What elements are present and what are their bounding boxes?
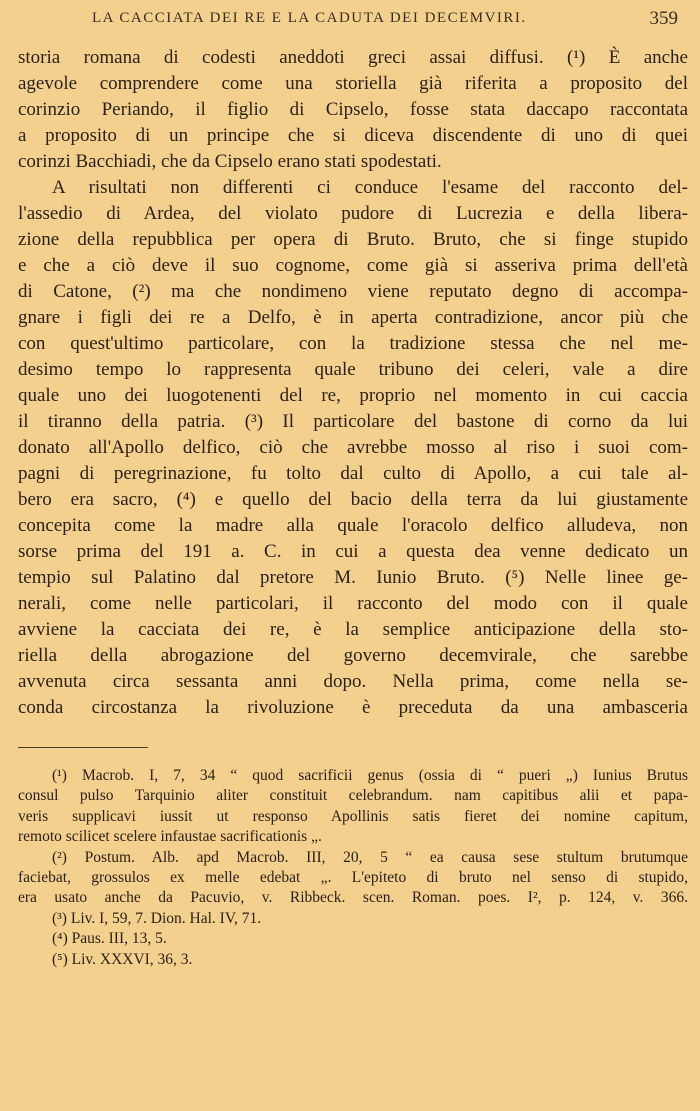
footnote-line: era usato anche da Pacuvio, v. Ribbeck. scen. Roman. poes. I², p. 124, v. 366.	[18, 889, 688, 907]
text-line: pagni di peregrinazione, fu tolto dal culto di Apollo, a cui tale al-	[18, 463, 688, 484]
text-line: agevole comprendere come una storiella già riferita a proposito del	[18, 73, 688, 94]
text-line: corinzio Periando, il figlio di Cipselo, fosse stata daccapo raccontata	[18, 99, 688, 120]
text-line: avviene la cacciata dei re, è la semplice anticipazione della sto-	[18, 619, 688, 640]
text-line: il tiranno della patria. (³) Il particolare del bastone di corno da lui	[18, 411, 688, 432]
page-header	[18, 8, 678, 30]
text-line: tempio sul Palatino dal pretore M. Iunio Bruto. (⁵) Nelle linee ge-	[18, 567, 688, 588]
text-line: nerali, come nelle particolari, il racconto del modo con il quale	[18, 593, 688, 614]
text-line: quale uno dei luogotenenti del re, proprio nel momento in cui caccia	[18, 385, 688, 406]
text-line: donato all'Apollo delfico, ciò che avrebbe mosso al riso i suoi com-	[18, 437, 688, 458]
text-line: conda circostanza la rivoluzione è preceduta da una ambasceria	[18, 697, 688, 718]
footnote-line: consul pulso Tarquinio aliter constituit celebrandum. nam capitibus alii et papa-	[18, 787, 688, 805]
text-line: bero era sacro, (⁴) e quello del bacio della terra da lui giustamente	[18, 489, 688, 510]
text-line: zione della repubblica per opera di Bruto. Bruto, che si finge stupido	[18, 229, 688, 250]
footnote-line: (¹) Macrob. I, 7, 34 “ quod sacrificii genus (ossia di “ pueri „) Iunius Brutus	[52, 767, 688, 784]
footnote-divider	[18, 747, 148, 748]
page-number: 359	[649, 8, 678, 29]
text-line: A risultati non differenti ci conduce l'esame del racconto del-	[52, 177, 688, 198]
footnote-line: (²) Postum. Alb. apd Macrob. III, 20, 5 “ ea causa sese stultum brutumque	[52, 848, 688, 866]
running-title: LA CACCIATA DEI RE E LA CADUTA DEI DECEMVIRI.	[92, 10, 527, 26]
main-text	[18, 45, 688, 721]
text-line: desimo tempo lo rappresenta quale tribuno dei celeri, vale a dire	[18, 359, 688, 380]
text-line: concepita come la madre alla quale l'oracolo delfico alludeva, non	[18, 515, 688, 536]
footnote-line: (³) Liv. I, 59, 7. Dion. Hal. IV, 71.	[52, 909, 262, 927]
text-line: e che a ciò deve il suo cognome, come già si asseriva prima dell'età	[18, 255, 688, 276]
text-line: avvenuta circa sessanta anni dopo. Nella prima, come nella se-	[18, 671, 688, 692]
footnote-line: (⁴) Paus. III, 13, 5.	[52, 930, 167, 948]
text-line: a proposito di un principe che si diceva discendente di uno di quei	[18, 125, 688, 146]
footnotes	[18, 766, 688, 970]
footnote-line: veris supplicavi iussit ut responso Apollinis satis fieret dei nomine capitum,	[18, 807, 688, 825]
text-line: l'assedio di Ardea, del violato pudore di Lucrezia e della libera-	[18, 203, 688, 224]
text-line: di Catone, (²) ma che nondimeno viene reputato degno di accompa-	[18, 281, 688, 302]
text-line: con quest'ultimo particolare, con la tradizione stessa che nel me-	[18, 333, 688, 354]
text-line: storia romana di codesti aneddoti greci assai diffusi. (¹) È anche	[18, 47, 688, 68]
text-line: riella della abrogazione del governo decemvirale, che sarebbe	[18, 645, 688, 666]
footnote-line: faciebat, grossulos ex melle edebat „. L'epiteto di bruto nel senso di stupido,	[18, 868, 688, 886]
footnote-line: remoto scilicet scelere infaustae sacrificationis „.	[18, 828, 322, 846]
text-line: sorse prima del 191 a. C. in cui a questa dea venne dedicato un	[18, 541, 688, 562]
text-line: gnare i figli dei re a Delfo, è in aperta contradizione, ancor più che	[18, 307, 688, 328]
footnote-line: (⁵) Liv. XXXVI, 36, 3.	[52, 950, 193, 968]
text-line: corinzi Bacchiadi, che da Cipselo erano stati spodestati.	[18, 151, 442, 172]
